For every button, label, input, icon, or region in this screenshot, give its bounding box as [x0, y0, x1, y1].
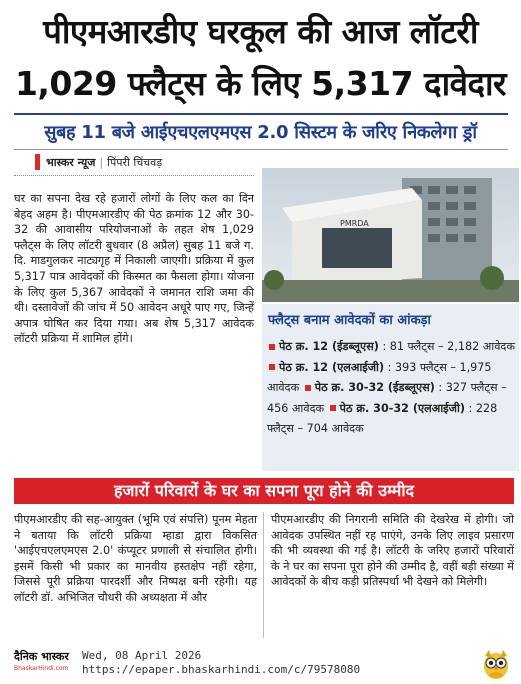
byline-divider	[14, 175, 254, 176]
bullet-icon	[305, 385, 311, 391]
headline-line-2: 1,029 फ्लैट्स के लिए 5,317 दावेदार	[14, 64, 507, 103]
stats-box-title: फ्लैट्स बनाम आवेदकों का आंकड़ा	[268, 313, 431, 328]
stats-item-label: पेठ क्र. 12 (एलआईजी)	[279, 360, 385, 374]
edition-date: Wed, 08 April 2026	[82, 649, 202, 662]
stats-item-label: पेठ क्र. 30-32 (ईडब्लूएस)	[314, 381, 435, 394]
byline-marker	[35, 154, 40, 170]
stats-item-value: : 81 फ्लैट्स – 2,182 आवेदक	[382, 340, 515, 353]
stats-item-value: : 327 फ्लैट्स – 456 आवेदक	[267, 381, 507, 415]
article-column-3: पीएमआरडीए की निगरानी समिति की देखरेख में होगी। जो आवेदक उपस्थित नहीं रह पाएंगे, उनके लिए लाइव प्रसारण की भी व्यवस्था की गई है। लॉटरी के जरिए हजारों परिवारों के ने घर का सपना पूरा होने की उम्मीद है, वहीं बड़ी संख्या में आवेदकों के बीच कड़ी प्रतिस्पर्धा भी देखने को मिलेगी।	[271, 513, 514, 589]
article-column-2: पीएमआरडीए की सह-आयुक्त (भूमि एवं संपत्ति) पूनम मेहता ने बताया कि लॉटरी प्रक्रिया म्हाडा द्वारा विकसित 'आईएचएलएमएस 2.0' कंप्यूटर प्रणाली से संचालित होगी। इसमें किसी भी प्रकार का मानवीय हस्तक्षेप नहीं रहेगा, जिससे पूरी प्रक्रिया पारदर्शी और निष्पक्ष बनी रहेगी। यह लॉटरी डॉ. अभिजित चौधरी की अध्यक्षता में और	[14, 513, 257, 604]
stats-item-label: पेठ क्र. 30-32 (एलआईजी)	[339, 401, 465, 415]
bullet-icon	[269, 364, 275, 370]
epaper-link[interactable]: https://epaper.bhaskarhindi.com/c/79578080	[82, 663, 361, 676]
subheadline: सुबह 11 बजे आईएचएलएमएस 2.0 सिस्टम के जरिए निकलेगा ड्रॉ	[44, 122, 477, 143]
headline-rule	[14, 113, 508, 115]
brand-logo[interactable]	[14, 649, 69, 672]
brand-logo-text: दैनिक भास्कर	[14, 650, 69, 663]
owl-icon	[480, 648, 512, 680]
building-photo	[262, 168, 519, 302]
brand-logo-subtext: BhaskarHindi.com	[14, 665, 69, 672]
column-divider	[263, 512, 264, 638]
bullet-icon	[330, 405, 336, 411]
byline-source: भास्कर न्यूज	[46, 156, 96, 169]
photo-sign: PMRDA	[340, 219, 369, 228]
subhead-rule	[14, 149, 508, 150]
bullet-icon	[269, 344, 275, 350]
byline	[46, 155, 162, 170]
stats-item-value: : 228 फ्लैट्स – 704 आवेदक	[267, 401, 498, 435]
byline-location: पिंपरी चिंचवड़	[107, 156, 163, 169]
building-illustration	[262, 168, 519, 302]
headline-line-1: पीएमआरडीए घरकूल की आज लॉटरी	[43, 12, 478, 51]
article-column-1: घर का सपना देख रहे हजारों लोगों के लिए कल का दिन बेहद अहम है। पीएमआरडीए की पेठ क्रमांक 12 और 30-32 की आवासीय परियोजनाओं के तहत शेष 1,029 फ्लैट्स के लिए लॉटरी बुधवार (8 अप्रैल) सुबह 11 बजे ग. दि. माडगुलकर नाट्यगृह में निकाली जाएगी। प्रक्रिया में कुल 5,317 पात्र आवेदकों की किस्मत का फैसला होगा। योजना के लिए कुल 5,367 आवेदकों ने जमानत राशि जमा की थी। दस्तावेजों की जांच में 50 आवेदन अधूरे पाए गए, जिन्हें अपात्र घोषित कर दिया गया। अब शेष 5,317 आवेदक लॉटरी प्रक्रिया में शामिल होंगे।	[14, 192, 254, 346]
byline-separator: |	[99, 156, 104, 169]
section-banner-text: हजारों परिवारों के घर का सपना पूरा होने की उम्मीद	[114, 481, 414, 500]
stats-item-value: : 393 फ्लैट्स – 1,975 आवेदक	[267, 360, 492, 394]
stats-box-list	[267, 337, 515, 440]
stats-item-label: पेठ क्र. 12 (ईडब्लूएस)	[279, 340, 379, 353]
